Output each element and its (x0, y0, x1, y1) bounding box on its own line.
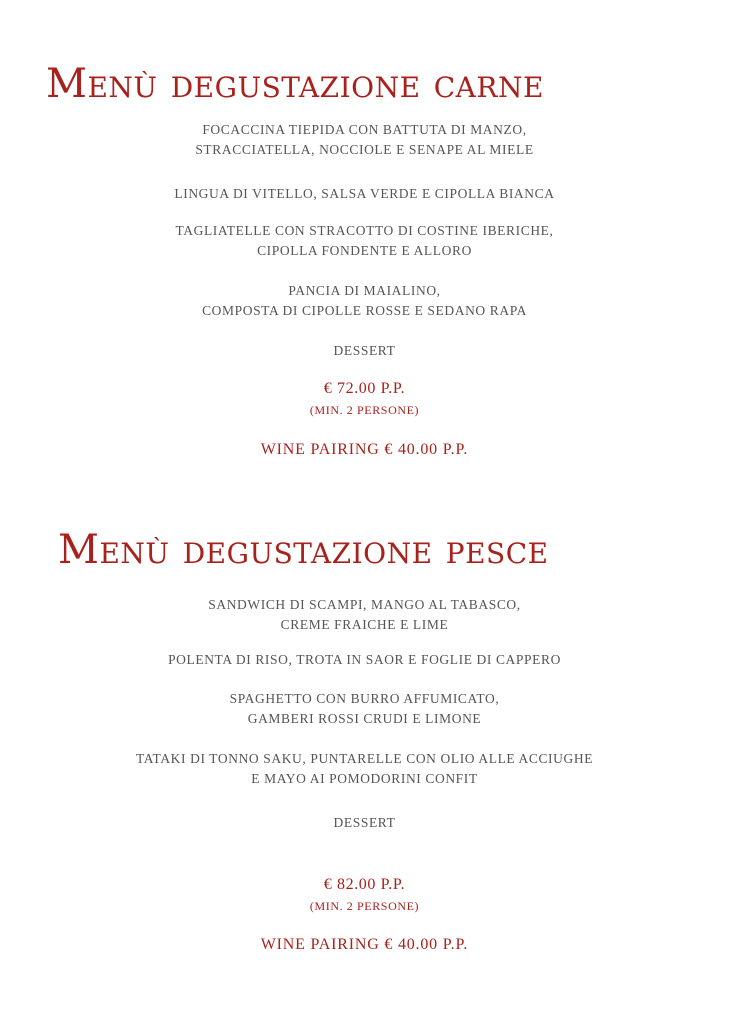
menu-pesce-title: Menù degustazione pesce (58, 527, 549, 573)
course-line: SPAGHETTO CON BURRO AFFUMICATO, (229, 691, 500, 706)
menu-pesce-wine-pairing: WINE PAIRING € 40.00 P.P. (260, 936, 469, 953)
menu-pesce-minimum: (MIN. 2 PERSONE) (309, 899, 420, 913)
course-line: STRACCIATELLA, NOCCIOLE E SENAPE AL MIELE (195, 142, 534, 157)
course-line: DESSERT (333, 815, 396, 830)
course-line: COMPOSTA DI CIPOLLE ROSSE E SEDANO RAPA (202, 303, 527, 318)
course-line: CIPOLLA FONDENTE E ALLORO (257, 243, 472, 258)
menu-carne-price: € 72.00 P.P. (323, 380, 406, 397)
menu-pesce-price: € 82.00 P.P. (323, 876, 406, 893)
course-carne-4 (0, 281, 729, 321)
course-line: TATAKI DI TONNO SAKU, PUNTARELLE CON OLIO ALLE ACCIUGHE (135, 751, 594, 766)
course-pesce-4 (0, 749, 729, 789)
course-pesce-1 (0, 595, 729, 635)
course-carne-1 (0, 120, 729, 160)
course-line: SANDWICH DI SCAMPI, MANGO AL TABASCO, (208, 597, 521, 612)
menu-carne-minimum: (MIN. 2 PERSONE) (309, 403, 420, 417)
course-line: FOCACCINA TIEPIDA CON BATTUTA DI MANZO, (202, 122, 527, 137)
course-line: GAMBERI ROSSI CRUDI E LIMONE (247, 711, 482, 726)
menu-carne-title: Menù degustazione carne (46, 61, 544, 107)
course-line: CREME FRAICHE E LIME (280, 617, 449, 632)
menu-carne-wine-pairing: WINE PAIRING € 40.00 P.P. (260, 441, 469, 458)
course-pesce-5 (0, 813, 729, 833)
course-line: LINGUA DI VITELLO, SALSA VERDE E CIPOLLA BIANCA (174, 186, 555, 201)
course-line: POLENTA DI RISO, TROTA IN SAOR E FOGLIE DI CAPPERO (168, 652, 561, 667)
course-line: E MAYO AI POMODORINI CONFIT (251, 771, 478, 786)
course-line: TAGLIATELLE CON STRACOTTO DI COSTINE IBERICHE, (175, 223, 554, 238)
course-carne-3 (0, 221, 729, 261)
course-line: DESSERT (333, 343, 396, 358)
course-pesce-3 (0, 689, 729, 729)
course-pesce-2 (0, 650, 729, 670)
course-carne-5 (0, 341, 729, 361)
course-line: PANCIA DI MAIALINO, (288, 283, 441, 298)
course-carne-2 (0, 184, 729, 204)
